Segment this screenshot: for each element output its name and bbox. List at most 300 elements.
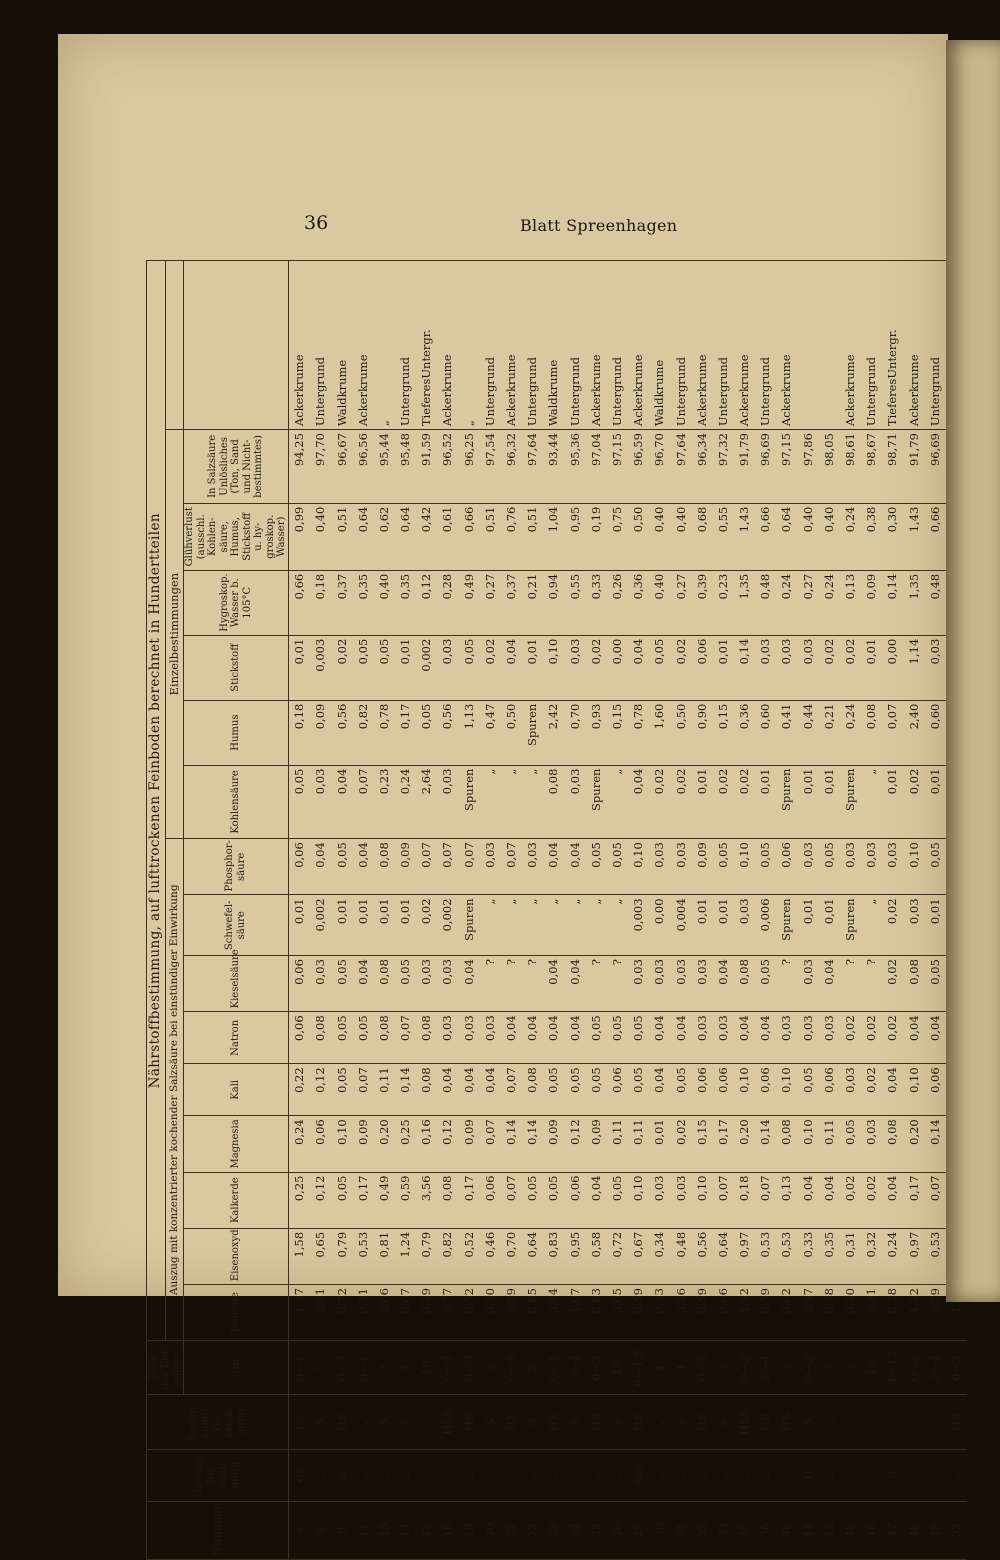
header-kalkerde: Kalkerde <box>184 1172 289 1228</box>
cell-tonerde: 0,59 <box>691 1285 712 1341</box>
cell-tiefe: 0—1 <box>543 1341 564 1395</box>
cell-natron: 0,04 <box>903 1012 924 1064</box>
cell-phosphorsaeure: 0,05 <box>755 839 776 895</box>
cell-kalkerde: 0,59 <box>395 1172 416 1228</box>
cell-tiefe: 5 <box>310 1341 331 1395</box>
cell-phosphorsaeure: 0,05 <box>818 839 839 895</box>
cell-phosphorsaeure: 0,05 <box>585 839 606 895</box>
cell-boden: S <box>479 1395 500 1449</box>
cell-kalkerde: 0,05 <box>606 1172 627 1228</box>
cell-geo: „ <box>606 1449 627 1501</box>
cell-gluehverlust: 0,66 <box>755 503 776 570</box>
cell-phosphorsaeure: 0,03 <box>479 839 500 895</box>
cell-kohlensaeure: 0,23 <box>373 765 394 839</box>
cell-magnesia: 0,08 <box>882 1116 903 1172</box>
cell-geo: „ <box>373 1449 394 1501</box>
cell-kohlensaeure: 0,05 <box>288 765 310 839</box>
cell-remark: Untergrund <box>564 261 585 430</box>
cell-boden: ĽS <box>288 1395 310 1449</box>
table-row <box>628 261 649 1560</box>
cell-unloesliches: 97,04 <box>585 430 606 504</box>
cell-schwefelsaeure: „ <box>861 895 882 956</box>
cell-phosphorsaeure: 0,07 <box>437 839 458 895</box>
cell-natron: 0,04 <box>501 1012 522 1064</box>
cell-kieselsaeure: 0,08 <box>734 956 755 1012</box>
cell-tonerde: 0,59 <box>755 1285 776 1341</box>
cell-tiefe: 5 <box>522 1341 543 1395</box>
cell-kali: 0,10 <box>903 1064 924 1116</box>
cell-phosphorsaeure: 0,04 <box>564 839 585 895</box>
cell-kieselsaeure: 0,05 <box>924 956 945 1012</box>
cell-remark: Ackerkrume <box>501 261 522 430</box>
cell-eisenoxyd: 0,79 <box>416 1228 437 1284</box>
cell-gluehverlust: 0,40 <box>797 503 818 570</box>
table-row <box>670 261 691 1560</box>
cell-kieselsaeure: 0,08 <box>373 956 394 1012</box>
cell-hygroskop-wasser: 0,24 <box>818 570 839 635</box>
cell-kali: 0,08 <box>416 1064 437 1116</box>
cell-hygroskop-wasser: 0,26 <box>606 570 627 635</box>
cell-natron: 0,05 <box>585 1012 606 1064</box>
cell-tiefe: 18 <box>861 1341 882 1395</box>
cell-gluehverlust: 0,55 <box>712 503 733 570</box>
cell-natron: 0,04 <box>924 1012 945 1064</box>
cell-boden: S <box>395 1395 416 1449</box>
cell-remark: Untergrund <box>606 261 627 430</box>
header-auszug: Auszug mit konzentrierter kochender Salzsäure bei einstündiger Einwirkung <box>165 839 184 1341</box>
cell-stickstoff: 1,14 <box>903 635 924 700</box>
table-row <box>776 261 797 1560</box>
cell-schwefelsaeure: 0,01 <box>288 895 310 956</box>
cell-tiefe: 5 <box>479 1341 500 1395</box>
cell-kieselsaeure: 0,08 <box>903 956 924 1012</box>
cell-nummer: 42 <box>818 1501 839 1559</box>
cell-kali: 0,04 <box>437 1064 458 1116</box>
cell-tonerde: 0,63 <box>585 1285 606 1341</box>
header-boden: Boden-kundl. Be-zeich-nung <box>147 1395 289 1449</box>
cell-natron: 0,03 <box>797 1012 818 1064</box>
cell-geo: „ <box>585 1449 606 1501</box>
cell-boden: S <box>797 1395 818 1449</box>
cell-schwefelsaeure: 0,01 <box>373 895 394 956</box>
cell-kali: 0,05 <box>331 1064 352 1116</box>
cell-stickstoff: 0,01 <box>395 635 416 700</box>
cell-natron: 0,03 <box>479 1012 500 1064</box>
cell-magnesia: 0,06 <box>310 1116 331 1172</box>
cell-kalkerde: 0,04 <box>585 1172 606 1228</box>
cell-tonerde: 0,65 <box>606 1285 627 1341</box>
cell-geo: „ <box>564 1449 585 1501</box>
cell-magnesia: 0,20 <box>734 1116 755 1172</box>
cell-geo: „ <box>861 1449 882 1501</box>
cell-humus: 2,40 <box>903 700 924 765</box>
cell-eisenoxyd: 0,48 <box>670 1228 691 1284</box>
cell-geo: „ <box>437 1449 458 1501</box>
cell-boden: S <box>670 1395 691 1449</box>
cell-unloesliches: 94,25 <box>288 430 310 504</box>
cell-tiefe: 0—2 <box>585 1341 606 1395</box>
cell-natron: 0,04 <box>543 1012 564 1064</box>
cell-tiefe: 2 <box>776 1341 797 1395</box>
cell-nummer: 21 <box>501 1501 522 1559</box>
cell-unloesliches: 98,61 <box>840 430 861 504</box>
cell-humus: 0,78 <box>628 700 649 765</box>
cell-kali: 0,05 <box>797 1064 818 1116</box>
cell-phosphorsaeure: 0,06 <box>776 839 797 895</box>
cell-tonerde: 1,32 <box>903 1285 924 1341</box>
cell-stickstoff: 0,02 <box>585 635 606 700</box>
cell-tonerde: 0,31 <box>861 1285 882 1341</box>
cell-nummer: 47 <box>882 1501 903 1559</box>
cell-natron: 0,04 <box>755 1012 776 1064</box>
cell-magnesia: 0,14 <box>755 1116 776 1172</box>
cell-schwefelsaeure: 0,01 <box>691 895 712 956</box>
cell-hygroskop-wasser: 0,27 <box>479 570 500 635</box>
cell-kalkerde: 0,49 <box>373 1172 394 1228</box>
cell-stickstoff: 0,02 <box>818 635 839 700</box>
cell-magnesia: 0,02 <box>670 1116 691 1172</box>
cell-kali: 0,10 <box>776 1064 797 1116</box>
cell-tonerde: 0,65 <box>522 1285 543 1341</box>
cell-remark: Ackerkrume <box>903 261 924 430</box>
table-row <box>395 261 416 1560</box>
cell-tonerde: 0,39 <box>416 1285 437 1341</box>
cell-kieselsaeure: 0,04 <box>712 956 733 1012</box>
cell-magnesia: 0,11 <box>628 1116 649 1172</box>
cell-gluehverlust: 0,76 <box>501 503 522 570</box>
cell-humus: 0,41 <box>776 700 797 765</box>
cell-kalkerde: 0,03 <box>649 1172 670 1228</box>
cell-remark: Ackerkrume <box>776 261 797 430</box>
cell-humus: 0,93 <box>585 700 606 765</box>
cell-remark: TieferesUntergr. <box>882 261 903 430</box>
cell-nummer: 32 <box>691 1501 712 1559</box>
cell-schwefelsaeure: 0,01 <box>352 895 373 956</box>
cell-stickstoff: 0,05 <box>649 635 670 700</box>
cell-tiefe: 0—1 <box>288 1341 310 1395</box>
cell-kohlensaeure: 0,07 <box>352 765 373 839</box>
cell-remark: Ackerkrume <box>628 261 649 430</box>
cell-phosphorsaeure: 0,07 <box>501 839 522 895</box>
cell-kohlensaeure: 0,04 <box>628 765 649 839</box>
cell-schwefelsaeure: 0,01 <box>395 895 416 956</box>
cell-eisenoxyd: 0,35 <box>818 1228 839 1284</box>
cell-tonerde: 0,59 <box>924 1285 945 1341</box>
cell-tiefe: 0—3 <box>501 1341 522 1395</box>
cell-schwefelsaeure: „ <box>606 895 627 956</box>
cell-eisenoxyd: 0,81 <box>373 1228 394 1284</box>
cell-remark: Untergrund <box>712 261 733 430</box>
cell-eisenoxyd: 0,83 <box>543 1228 564 1284</box>
cell-kieselsaeure: 0,05 <box>331 956 352 1012</box>
cell-kieselsaeure: 0,03 <box>670 956 691 1012</box>
cell-gluehverlust: 0,51 <box>331 503 352 570</box>
cell-gluehverlust: 0,24 <box>840 503 861 570</box>
cell-humus: 0,56 <box>331 700 352 765</box>
cell-geo: „ <box>458 1449 479 1501</box>
cell-stickstoff: 0,01 <box>712 635 733 700</box>
cell-kohlensaeure: 0,03 <box>437 765 458 839</box>
cell-schwefelsaeure: „ <box>543 895 564 956</box>
cell-gluehverlust: 0,64 <box>352 503 373 570</box>
header-schwefelsaeure: Schwefel-säure <box>184 895 289 956</box>
cell-humus: 0,17 <box>395 700 416 765</box>
cell-boden: ĤS <box>776 1395 797 1449</box>
cell-nummer: 30 <box>649 1501 670 1559</box>
cell-remark: Waldkrume <box>331 261 352 430</box>
cell-kohlensaeure: Spuren <box>776 765 797 839</box>
cell-phosphorsaeure: 0,03 <box>670 839 691 895</box>
cell-schwefelsaeure: „ <box>501 895 522 956</box>
cell-eisenoxyd: 1,24 <box>395 1228 416 1284</box>
cell-humus: 0,08 <box>861 700 882 765</box>
cell-tonerde: 0,66 <box>373 1285 394 1341</box>
cell-natron: 0,03 <box>712 1012 733 1064</box>
cell-kali: 0,14 <box>395 1064 416 1116</box>
cell-kalkerde: 0,04 <box>797 1172 818 1228</box>
cell-tonerde: 0,50 <box>479 1285 500 1341</box>
cell-tiefe: 0—2 <box>797 1341 818 1395</box>
cell-nummer: 11 <box>352 1501 373 1559</box>
cell-kieselsaeure: 0,06 <box>288 956 310 1012</box>
cell-boden: „ <box>416 1395 437 1449</box>
cell-schwefelsaeure: 0,01 <box>712 895 733 956</box>
cell-magnesia: 0,12 <box>437 1116 458 1172</box>
cell-natron: 0,08 <box>310 1012 331 1064</box>
cell-kalkerde: 0,17 <box>458 1172 479 1228</box>
cell-boden: ĜS <box>755 1395 776 1449</box>
cell-kali: 0,02 <box>861 1064 882 1116</box>
cell-stickstoff: 0,03 <box>797 635 818 700</box>
cell-humus: 1,13 <box>458 700 479 765</box>
cell-stickstoff: 0,03 <box>564 635 585 700</box>
cell-tonerde: 0,77 <box>437 1285 458 1341</box>
table-row <box>437 261 458 1560</box>
cell-schwefelsaeure: „ <box>585 895 606 956</box>
cell-kieselsaeure: 0,04 <box>543 956 564 1012</box>
cell-kali: 0,10 <box>734 1064 755 1116</box>
cell-hygroskop-wasser: 0,66 <box>288 570 310 635</box>
cell-kali: 0,07 <box>352 1064 373 1116</box>
cell-tiefe: 2—4 <box>755 1341 776 1395</box>
header-blank <box>165 261 184 430</box>
cell-nummer: 14 <box>395 1501 416 1559</box>
cell-nummer: 9 <box>331 1501 352 1559</box>
cell-eisenoxyd: 0,53 <box>924 1228 945 1284</box>
cell-boden: HS <box>945 1395 967 1449</box>
cell-kali: 0,06 <box>924 1064 945 1116</box>
cell-kohlensaeure: 0,03 <box>310 765 331 839</box>
cell-kieselsaeure: 0,03 <box>310 956 331 1012</box>
cell-unloesliches: 96,32 <box>501 430 522 504</box>
cell-phosphorsaeure: 0,05 <box>331 839 352 895</box>
cell-magnesia: 0,09 <box>543 1116 564 1172</box>
cell-nummer: 33 <box>712 1501 733 1559</box>
table-row <box>522 261 543 1560</box>
cell-nummer: 5 <box>310 1501 331 1559</box>
cell-tonerde: 1,37 <box>288 1285 310 1341</box>
cell-hygroskop-wasser: 0,21 <box>522 570 543 635</box>
cell-tiefe: 0—2 <box>734 1341 755 1395</box>
cell-gluehverlust: 0,64 <box>776 503 797 570</box>
cell-magnesia: 0,20 <box>903 1116 924 1172</box>
cell-phosphorsaeure: 0,03 <box>797 839 818 895</box>
cell-hygroskop-wasser: 0,24 <box>776 570 797 635</box>
cell-kieselsaeure: 0,03 <box>649 956 670 1012</box>
header-tonerde: Tonerde <box>184 1285 289 1341</box>
cell-eisenoxyd: 0,64 <box>522 1228 543 1284</box>
cell-kohlensaeure: „ <box>606 765 627 839</box>
cell-boden: S <box>712 1395 733 1449</box>
cell-nummer: 31 <box>670 1501 691 1559</box>
cell-kohlensaeure: 0,08 <box>543 765 564 839</box>
cell-tiefe: 0—3 <box>458 1341 479 1395</box>
cell-geo: S <box>882 1449 903 1501</box>
cell-hygroskop-wasser: 0,28 <box>437 570 458 635</box>
cell-eisenoxyd: 0,53 <box>352 1228 373 1284</box>
cell-kohlensaeure: „ <box>501 765 522 839</box>
cell-kohlensaeure: „ <box>479 765 500 839</box>
cell-eisenoxyd: 0,52 <box>458 1228 479 1284</box>
cell-unloesliches: 95,48 <box>395 430 416 504</box>
cell-stickstoff: 0,02 <box>331 635 352 700</box>
cell-kali: 0,05 <box>564 1064 585 1116</box>
cell-kali: 0,07 <box>501 1064 522 1116</box>
cell-schwefelsaeure: „ <box>522 895 543 956</box>
header-unloesliches: In Salzsäure Unlösliches (Ton, Sand und Nicht-bestimmtes) <box>184 430 289 504</box>
cell-unloesliches: 91,59 <box>416 430 437 504</box>
header-kohlensaeure: Kohlensäure <box>184 765 289 839</box>
cell-kohlensaeure: 0,01 <box>755 765 776 839</box>
cell-geo: „ <box>903 1449 924 1501</box>
cell-boden: ĤS <box>585 1395 606 1449</box>
cell-tonerde: 0,37 <box>797 1285 818 1341</box>
table-row <box>479 261 500 1560</box>
cell-phosphorsaeure: 0,05 <box>924 839 945 895</box>
cell-kalkerde: 0,17 <box>352 1172 373 1228</box>
cell-hygroskop-wasser: 0,49 <box>458 570 479 635</box>
cell-kieselsaeure: 0,03 <box>628 956 649 1012</box>
cell-boden: „ <box>818 1395 839 1449</box>
cell-hygroskop-wasser: 0,18 <box>310 570 331 635</box>
cell-schwefelsaeure: 0,03 <box>734 895 755 956</box>
table-body <box>288 261 967 1560</box>
cell-tiefe: 1 <box>649 1341 670 1395</box>
cell-stickstoff: 0,05 <box>373 635 394 700</box>
cell-schwefelsaeure: 0,00 <box>649 895 670 956</box>
header-natron: Natron <box>184 1012 289 1064</box>
cell-schwefelsaeure: 0,01 <box>797 895 818 956</box>
cell-tiefe: 18 <box>606 1341 627 1395</box>
cell-nummer: 24 <box>564 1501 585 1559</box>
cell-natron: 0,08 <box>416 1012 437 1064</box>
cell-geo: „ <box>416 1449 437 1501</box>
cell-nummer: 13 <box>373 1501 394 1559</box>
cell-kieselsaeure: 0,04 <box>818 956 839 1012</box>
cell-humus: 0,44 <box>797 700 818 765</box>
cell-tonerde: 0,33 <box>649 1285 670 1341</box>
cell-schwefelsaeure: Spuren <box>776 895 797 956</box>
rotated-table-wrapper <box>146 260 964 1560</box>
cell-kieselsaeure: ? <box>776 956 797 1012</box>
cell-kalkerde: 0,12 <box>310 1172 331 1228</box>
cell-kieselsaeure: 0,04 <box>458 956 479 1012</box>
cell-kali: 0,22 <box>288 1064 310 1116</box>
cell-kieselsaeure: 0,03 <box>691 956 712 1012</box>
cell-geo: „ <box>352 1449 373 1501</box>
cell-gluehverlust: 0,40 <box>670 503 691 570</box>
cell-gluehverlust: 0,50 <box>628 503 649 570</box>
cell-boden: HS <box>543 1395 564 1449</box>
cell-kohlensaeure: 0,04 <box>331 765 352 839</box>
cell-phosphorsaeure: 0,10 <box>734 839 755 895</box>
cell-schwefelsaeure: „ <box>479 895 500 956</box>
cell-nummer: 41 <box>797 1501 818 1559</box>
cell-humus: 0,07 <box>882 700 903 765</box>
table-row <box>458 261 479 1560</box>
cell-humus: 0,50 <box>670 700 691 765</box>
cell-geo: „ <box>840 1449 861 1501</box>
cell-phosphorsaeure: 0,04 <box>543 839 564 895</box>
cell-unloesliches: 96,70 <box>649 430 670 504</box>
cell-natron: 0,08 <box>373 1012 394 1064</box>
cell-remark: Ackerkrume <box>585 261 606 430</box>
cell-magnesia: 0,09 <box>458 1116 479 1172</box>
cell-magnesia: 0,10 <box>331 1116 352 1172</box>
cell-phosphorsaeure: 0,03 <box>522 839 543 895</box>
cell-humus: 0,18 <box>288 700 310 765</box>
cell-boden: S <box>522 1395 543 1449</box>
table-row <box>416 261 437 1560</box>
header-geo: Geo-log. Be-zeich-nung <box>147 1449 289 1501</box>
cell-stickstoff: 0,05 <box>458 635 479 700</box>
cell-hygroskop-wasser: 0,35 <box>395 570 416 635</box>
cell-tonerde: 0,72 <box>331 1285 352 1341</box>
cell-unloesliches: 98,67 <box>861 430 882 504</box>
cell-magnesia: 0,07 <box>479 1116 500 1172</box>
running-head: Blatt Spreenhagen <box>520 216 678 235</box>
cell-remark <box>797 261 818 430</box>
cell-stickstoff: 0,00 <box>882 635 903 700</box>
cell-kalkerde: 0,04 <box>882 1172 903 1228</box>
cell-hygroskop-wasser: 0,27 <box>797 570 818 635</box>
cell-gluehverlust: 0,38 <box>861 503 882 570</box>
cell-geo: „ <box>310 1449 331 1501</box>
cell-remark: „ <box>458 261 479 430</box>
cell-unloesliches: 91,79 <box>734 430 755 504</box>
cell-tonerde: 1,07 <box>564 1285 585 1341</box>
cell-unloesliches: 95,36 <box>564 430 585 504</box>
cell-tiefe: 2—4 <box>924 1341 945 1395</box>
cell-kalkerde: 0,02 <box>861 1172 882 1228</box>
header-kali: Kali <box>184 1064 289 1116</box>
cell-remark: Untergrund <box>479 261 500 430</box>
cell-humus: 0,47 <box>479 700 500 765</box>
table-row <box>288 261 310 1560</box>
cell-humus: 0,15 <box>606 700 627 765</box>
cell-unloesliches: 93,44 <box>543 430 564 504</box>
cell-unloesliches: 97,70 <box>310 430 331 504</box>
cell-nummer: 25 <box>585 1501 606 1559</box>
cell-magnesia: 0,01 <box>649 1116 670 1172</box>
cell-boden: S <box>564 1395 585 1449</box>
cell-eisenoxyd: 0,34 <box>649 1228 670 1284</box>
cell-tiefe: 0—2 <box>691 1341 712 1395</box>
cell-kali: 0,05 <box>670 1064 691 1116</box>
cell-phosphorsaeure: 0,10 <box>628 839 649 895</box>
cell-eisenoxyd: 1,58 <box>288 1228 310 1284</box>
cell-tiefe: 2 <box>373 1341 394 1395</box>
